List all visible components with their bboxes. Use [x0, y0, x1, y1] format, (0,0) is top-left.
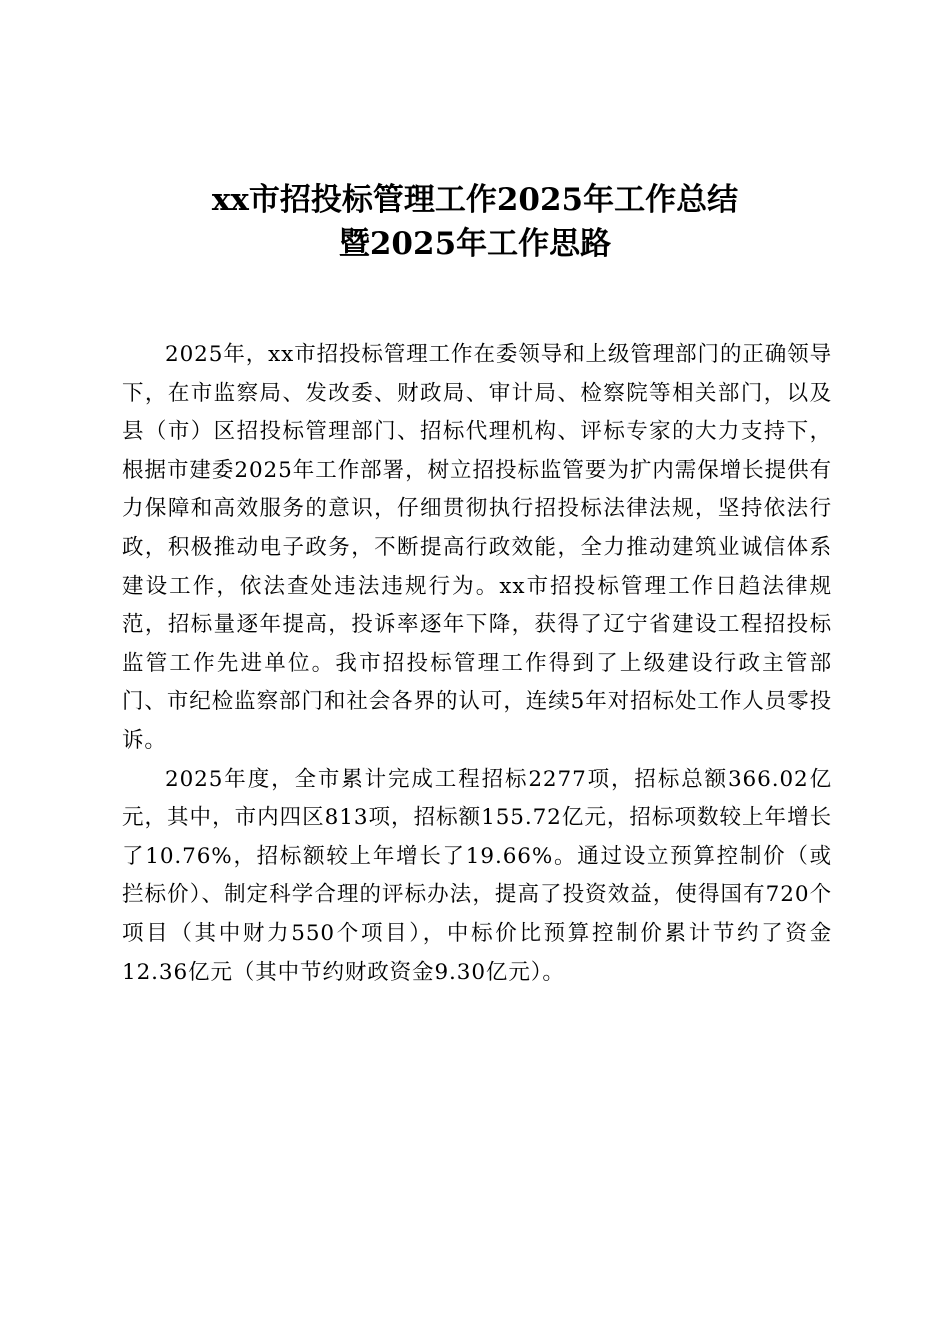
title-line-1: xx市招投标管理工作2025年工作总结 — [211, 182, 739, 218]
paragraph-1: 2025年，xx市招投标管理工作在委领导和上级管理部门的正确领导下，在市监察局、发改委、财政局、审计局、检察院等相关部门，以及县（市）区招投标管理部门、招标代理机构、评标专家的大力支持下，根据市建委2025年工作部署，树立招投标监管要为扩内需保增长提供有力保障和高效服务的意识，仔细贯彻执行招投标法律法规，坚持依法行政，积极推动电子政务，不断提高行政效能，全力推动建筑业诚信体系建设工作，依法查处违法违规行为。xx市招投标管理工作日趋法律规范，招标量逐年提高，投诉率逐年下降，获得了辽宁省建设工程招投标监管工作先进单位。我市招投标管理工作得到了上级建设行政主管部门、市纪检监察部门和社会各界的认可，连续5年对招标处工作人员零投诉。 — [122, 342, 832, 753]
paragraph-2: 2025年度，全市累计完成工程招标2277项，招标总额366.02亿元，其中，市内四区813项，招标额155.72亿元，招标项数较上年增长了10.76%，招标额较上年增长了19.66%。通过设立预算控制价（或拦标价）、制定科学合理的评标办法，提高了投资效益，使得国有720个项目（其中财力550个项目），中标价比预算控制价累计节约了资金12.36亿元（其中节约财政资金9.30亿元）。 — [122, 766, 832, 985]
document-title — [0, 178, 950, 266]
title-line-2: 暨2025年工作思路 — [338, 226, 612, 262]
document-body — [122, 336, 832, 992]
